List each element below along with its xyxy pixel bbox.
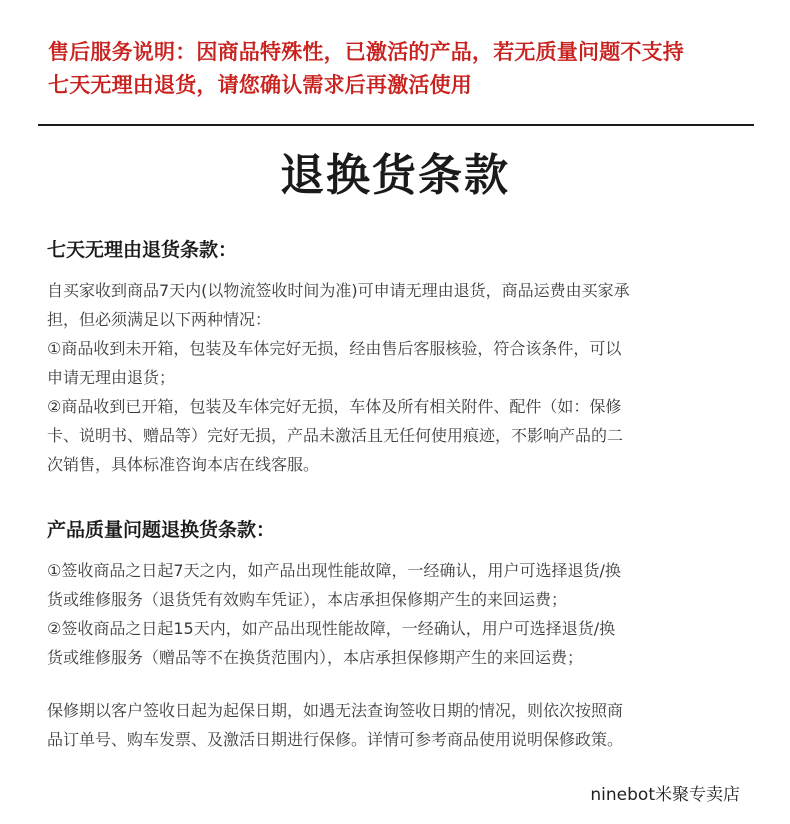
divider bbox=[38, 124, 754, 126]
section-seven-day-return bbox=[47, 236, 747, 479]
store-name: ninebot米聚专卖店 bbox=[590, 785, 740, 805]
paragraph-line: 货或维修服务（退货凭有效购车凭证），本店承担保修期产生的来回运费； bbox=[47, 590, 568, 609]
section-quality-return bbox=[47, 516, 747, 672]
paragraph-line: 卡、说明书、赠品等）完好无损，产品未激活且无任何使用痕迹，不影响产品的二 bbox=[47, 426, 624, 445]
section-heading: 七天无理由退货条款： bbox=[47, 239, 238, 261]
paragraph-line: 申请无理由退货； bbox=[47, 368, 176, 387]
notice-line-1: 售后服务说明：因商品特殊性，已激活的产品，若无质量问题不支持 bbox=[48, 40, 684, 64]
paragraph-line: 次销售，具体标准咨询本店在线客服。 bbox=[47, 455, 320, 474]
notice-line-2: 七天无理由退货，请您确认需求后再激活使用 bbox=[48, 73, 472, 97]
paragraph-line: 自买家收到商品7天内(以物流签收时间为准)可申请无理由退货，商品运费由买家承 bbox=[47, 281, 630, 300]
paragraph-line: ①商品收到未开箱，包装及车体完好无损，经由售后客服核验，符合该条件，可以 bbox=[47, 339, 622, 358]
paragraph-line: 担，但必须满足以下两种情况： bbox=[47, 310, 272, 329]
section-warranty bbox=[47, 696, 747, 754]
paragraph-line: ①签收商品之日起7天之内，如产品出现性能故障，一经确认，用户可选择退货/换 bbox=[47, 561, 621, 580]
section-heading: 产品质量问题退换货条款： bbox=[47, 519, 276, 541]
after-sales-notice bbox=[48, 36, 768, 102]
paragraph-line: ②商品收到已开箱，包装及车体完好无损，车体及所有相关附件、配件（如：保修 bbox=[47, 397, 622, 416]
paragraph-line: 保修期以客户签收日起为起保日期，如遇无法查询签收日期的情况，则依次按照商 bbox=[47, 701, 624, 720]
paragraph-line: 品订单号、购车发票、及激活日期进行保修。详情可参考商品使用说明保修政策。 bbox=[47, 730, 624, 749]
paragraph-line: 货或维修服务（赠品等不在换货范围内），本店承担保修期产生的来回运费； bbox=[47, 648, 584, 667]
paragraph-line: ②签收商品之日起15天内，如产品出现性能故障，一经确认，用户可选择退货/换 bbox=[47, 619, 616, 638]
page-title: 退换货条款 bbox=[280, 150, 510, 201]
